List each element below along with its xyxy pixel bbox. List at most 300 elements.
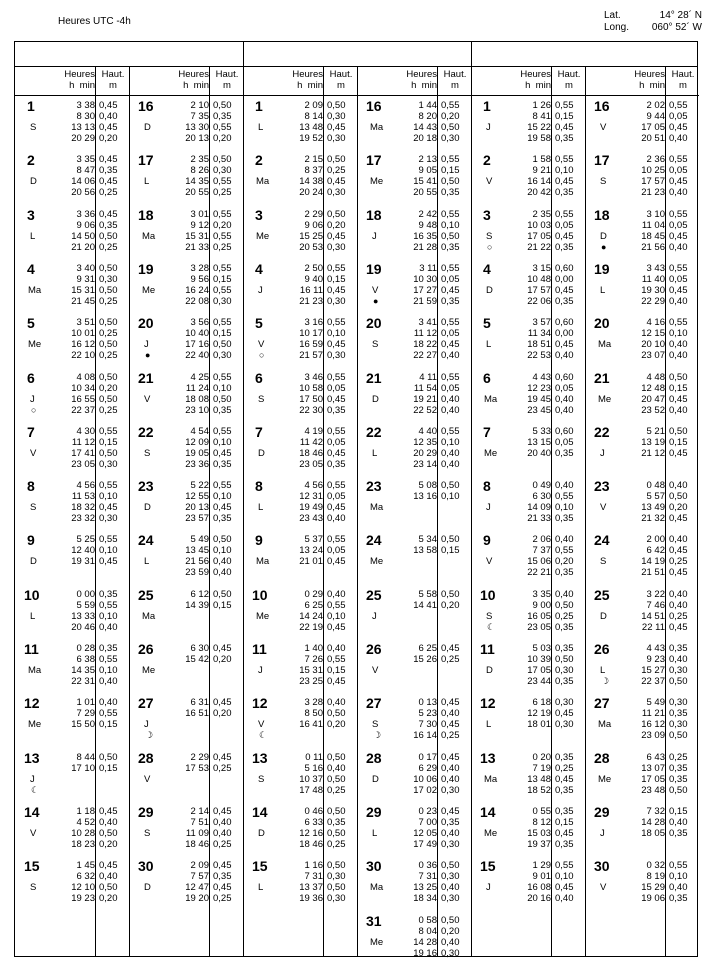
tide-height: 0,35 [555, 133, 574, 144]
tide-time: 3 10 [646, 208, 665, 220]
tide-height: 0,40 [327, 643, 346, 654]
tide-height: 0,40 [669, 599, 688, 611]
tide-time: 20 47 [641, 393, 665, 405]
tide-height: 0,10 [99, 545, 118, 557]
weekday: Me [28, 719, 42, 731]
tide-time: 23 32 [71, 513, 95, 525]
tide-height: 0,20 [327, 219, 346, 231]
tide-height: 0,25 [555, 762, 574, 774]
heures-label: Heures [292, 69, 323, 80]
tide-time: 20 55 [413, 187, 437, 199]
day-block [243, 313, 357, 367]
day-block [243, 422, 357, 476]
tide-height: 0,10 [327, 328, 346, 340]
tide-time: 14 39 [185, 599, 209, 611]
tide-time: 21 57 [299, 350, 323, 362]
tide-time: 4 19 [304, 425, 323, 437]
tide-time: 2 00 [646, 534, 665, 546]
tide-height: 0,40 [213, 567, 232, 579]
tide-time: 23 43 [299, 513, 323, 525]
tide-time: 22 53 [527, 350, 551, 362]
tide-height: 0,60 [555, 371, 574, 383]
tide-time: 13 49 [641, 502, 665, 514]
tide-time: 3 46 [304, 371, 323, 383]
tide-time: 21 23 [299, 295, 323, 307]
tide-time: 18 22 [413, 339, 437, 351]
day-number: 22 [594, 423, 610, 440]
tide-time: 3 28 [304, 697, 323, 709]
weekday: D [30, 176, 37, 188]
tide-time: 7 31 [304, 871, 323, 883]
tide-time: 10 28 [71, 827, 95, 839]
day-column [15, 67, 129, 957]
weekday: D [372, 773, 379, 785]
tide-time: 3 16 [304, 317, 323, 329]
tide-height: 0,45 [213, 860, 232, 872]
day-number: 27 [366, 695, 382, 712]
tide-height: 0,50 [99, 284, 118, 296]
heures-label: Heures [64, 69, 95, 80]
tide-time: 16 14 [527, 176, 551, 188]
tide-height: 0,45 [555, 339, 574, 351]
day-block [585, 639, 699, 693]
tide-height: 0,50 [327, 773, 346, 785]
day-number: 8 [483, 478, 491, 495]
weekday: Ma [598, 719, 612, 731]
tide-time: 0 49 [532, 480, 551, 492]
tide-table [14, 41, 698, 957]
tide-height: 0,55 [213, 371, 232, 383]
day-number: 30 [366, 858, 382, 875]
tide-time: 12 47 [185, 882, 209, 894]
weekday: L [144, 176, 150, 188]
weekday: S [30, 882, 37, 894]
tide-height: 0,40 [441, 773, 460, 785]
tide-time: 21 33 [185, 241, 209, 253]
day-number: 14 [480, 803, 496, 820]
tide-time: 8 12 [532, 816, 551, 828]
day-number: 23 [138, 478, 154, 495]
time-header [505, 69, 551, 91]
day-number: 20 [138, 315, 154, 332]
tide-height: 0,50 [99, 230, 118, 242]
tide-time: 14 24 [299, 610, 323, 622]
day-block [585, 693, 699, 747]
tide-height: 0,45 [441, 805, 460, 817]
tide-height: 0,40 [99, 621, 118, 633]
tide-time: 11 54 [413, 382, 437, 394]
tide-height: 0,55 [213, 176, 232, 188]
tide-time: 11 04 [641, 219, 665, 231]
tide-height: 0,10 [555, 871, 574, 883]
tide-time: 6 32 [76, 871, 95, 883]
tide-time: 16 11 [299, 284, 323, 296]
tide-height: 0,50 [327, 708, 346, 720]
tide-time: 15 29 [641, 882, 665, 894]
tide-height: 0,10 [99, 610, 118, 622]
day-block [129, 693, 243, 747]
day-number: 10 [24, 586, 40, 603]
tide-time: 3 43 [646, 262, 665, 274]
day-number: 12 [24, 695, 40, 712]
tide-height: 0,20 [327, 719, 346, 731]
tide-time: 9 23 [646, 654, 665, 665]
tide-time: 6 25 [304, 599, 323, 611]
tide-height: 0,25 [99, 328, 118, 340]
tide-time: 19 21 [413, 393, 437, 405]
heures-label: Heures [520, 69, 551, 80]
day-block [357, 150, 471, 204]
tide-time: 3 56 [190, 317, 209, 329]
tide-height: 0,40 [99, 816, 118, 828]
tide-height: 0,45 [327, 502, 346, 514]
tide-height: 0,15 [555, 111, 574, 122]
tide-height: 0,05 [327, 491, 346, 503]
day-block [471, 259, 585, 313]
tide-height: 0,50 [441, 914, 460, 926]
tide-time: 21 33 [527, 513, 551, 525]
tide-time: 20 29 [413, 447, 437, 459]
tide-height: 0,45 [327, 176, 346, 188]
tide-time: 19 05 [185, 447, 209, 459]
day-number: 5 [27, 315, 35, 332]
tide-height: 0,10 [441, 491, 460, 503]
tide-time: 7 00 [418, 816, 437, 828]
day-block [585, 585, 699, 639]
tide-height: 0,45 [213, 447, 232, 459]
tide-height: 0,45 [327, 676, 346, 687]
day-block [585, 205, 699, 259]
weekday: Ma [370, 122, 384, 133]
tide-time: 19 37 [527, 838, 551, 850]
lat-label: Lat. [604, 10, 621, 21]
day-number: 8 [27, 478, 35, 495]
tide-time: 4 43 [646, 643, 665, 654]
tide-height: 0,45 [669, 176, 688, 188]
tide-time: 4 25 [190, 371, 209, 383]
tide-height: 0,30 [327, 893, 346, 905]
tide-time: 20 53 [299, 241, 323, 253]
day-block [357, 422, 471, 476]
tide-time: 3 28 [190, 262, 209, 274]
tide-height: 0,50 [213, 588, 232, 600]
tide-height: 0,40 [669, 350, 688, 362]
tide-time: 3 57 [532, 317, 551, 329]
tide-height: 0,50 [669, 425, 688, 437]
tide-time: 0 20 [532, 751, 551, 763]
tide-time: 12 40 [71, 545, 95, 557]
weekday: J [600, 447, 605, 459]
weekday: J [600, 827, 605, 839]
tide-time: 15 25 [299, 230, 323, 242]
tide-time: 17 50 [299, 393, 323, 405]
day-number: 26 [138, 641, 154, 657]
tide-height: 0,45 [99, 122, 118, 133]
tide-height: 0,50 [99, 371, 118, 383]
tide-height: 0,20 [441, 925, 460, 937]
tide-time: 20 13 [185, 133, 209, 144]
weekday: V [258, 339, 265, 351]
tide-height: 0,25 [327, 838, 346, 850]
tide-height: 0,50 [441, 480, 460, 492]
tide-height: 0,35 [669, 708, 688, 720]
tide-height: 0,40 [669, 480, 688, 492]
moon-phase-icon: ☽ [601, 676, 610, 686]
day-block [357, 476, 471, 530]
tide-height: 0,35 [555, 643, 574, 654]
weekday: S [258, 773, 265, 785]
tide-time: 16 12 [641, 719, 665, 731]
tide-height: 0,15 [99, 436, 118, 448]
tide-height: 0,35 [669, 893, 688, 905]
h-min-label: h min [69, 80, 95, 91]
tide-height: 0,55 [99, 425, 118, 437]
tide-time: 17 53 [185, 762, 209, 774]
tide-height: 0,20 [213, 708, 232, 720]
tide-height: 0,45 [441, 643, 460, 654]
h-min-label: h min [183, 80, 209, 91]
weekday: L [600, 284, 606, 296]
tide-time: 13 45 [185, 545, 209, 557]
tide-time: 2 15 [304, 154, 323, 166]
day-block [585, 476, 699, 530]
tide-height: 0,40 [669, 133, 688, 144]
tide-height: 0,40 [441, 936, 460, 948]
day-number: 18 [594, 206, 610, 223]
weekday: S [372, 339, 379, 351]
tide-height: 0,25 [99, 187, 118, 199]
tide-height: 0,25 [441, 654, 460, 665]
tide-time: 13 15 [527, 436, 551, 448]
tide-time: 3 01 [190, 208, 209, 220]
weekday: D [372, 393, 379, 405]
day-number: 10 [252, 586, 268, 603]
height-header [212, 69, 242, 91]
tide-height: 0,55 [441, 425, 460, 437]
day-number: 19 [138, 260, 154, 277]
tide-time: 16 41 [299, 719, 323, 731]
m-label: m [337, 80, 345, 91]
tide-time: 18 34 [413, 893, 437, 905]
tide-time: 13 07 [641, 762, 665, 774]
tide-time: 20 24 [299, 187, 323, 199]
tide-height: 0,10 [555, 502, 574, 514]
tide-height: 0,50 [669, 676, 688, 687]
weekday: Ma [370, 502, 384, 514]
tide-time: 5 23 [418, 708, 437, 720]
tide-height: 0,55 [669, 100, 688, 111]
tide-time: 5 57 [646, 491, 665, 503]
day-block [471, 802, 585, 856]
tide-time: 21 59 [413, 295, 437, 307]
tide-height: 0,60 [555, 262, 574, 274]
tide-time: 3 11 [419, 262, 437, 274]
weekday: Me [370, 936, 384, 948]
weekday: S [600, 556, 607, 568]
weekday: Me [256, 230, 270, 242]
tide-height: 0,40 [441, 458, 460, 470]
weekday: Me [370, 176, 384, 188]
tide-time: 20 13 [185, 502, 209, 514]
tide-height: 0,55 [327, 599, 346, 611]
weekday: Me [484, 447, 498, 459]
tide-height: 0,05 [441, 328, 460, 340]
tide-time: 18 08 [185, 393, 209, 405]
tide-time: 16 35 [413, 230, 437, 242]
tide-height: 0,30 [99, 513, 118, 525]
tide-time: 11 12 [413, 328, 437, 340]
day-number: 2 [255, 152, 263, 169]
tide-height: 0,40 [669, 404, 688, 416]
tide-time: 9 56 [190, 273, 209, 285]
day-block [585, 96, 699, 150]
tide-height: 0,55 [99, 708, 118, 720]
tide-time: 3 22 [646, 588, 665, 600]
weekday: L [30, 230, 36, 242]
tide-time: 14 41 [413, 599, 437, 611]
tide-time: 17 02 [413, 784, 437, 796]
weekday: J [258, 665, 263, 676]
tide-height: 0,55 [555, 545, 574, 557]
day-number: 17 [594, 152, 610, 169]
tide-height: 0,40 [441, 827, 460, 839]
tide-time: 4 48 [646, 371, 665, 383]
tide-height: 0,35 [555, 567, 574, 579]
tide-time: 0 00 [76, 588, 95, 600]
tide-height: 0,45 [555, 284, 574, 296]
tide-time: 4 43 [532, 371, 551, 383]
weekday: L [486, 339, 492, 351]
day-number: 7 [27, 423, 35, 440]
tide-time: 19 30 [641, 284, 665, 296]
tide-height: 0,45 [327, 284, 346, 296]
tide-height: 0,50 [99, 317, 118, 329]
day-number: 27 [594, 695, 610, 712]
tide-time: 14 28 [413, 936, 437, 948]
day-number: 30 [138, 858, 154, 875]
day-number: 25 [138, 586, 154, 603]
time-header [49, 69, 95, 91]
time-header [277, 69, 323, 91]
day-number: 7 [255, 423, 263, 440]
day-block [471, 530, 585, 584]
day-block [585, 150, 699, 204]
day-block [357, 856, 471, 910]
tide-height: 0,45 [99, 208, 118, 220]
weekday: Ma [256, 556, 270, 568]
day-number: 11 [24, 641, 39, 657]
tide-time: 9 40 [304, 273, 323, 285]
tide-time: 7 19 [532, 762, 551, 774]
tide-time: 9 05 [418, 165, 437, 177]
tide-time: 10 48 [527, 273, 551, 285]
tide-height: 0,45 [99, 502, 118, 514]
tide-time: 21 22 [527, 241, 551, 253]
tide-height: 0,50 [99, 262, 118, 274]
weekday: D [600, 610, 607, 622]
tide-time: 0 23 [418, 805, 437, 817]
tide-time: 21 12 [641, 447, 665, 459]
tide-height: 0,05 [555, 219, 574, 231]
tide-height: 0,45 [669, 230, 688, 242]
tide-time: 1 29 [532, 860, 551, 872]
tide-height: 0,40 [669, 654, 688, 665]
tide-time: 3 41 [418, 317, 437, 329]
tide-height: 0,30 [441, 838, 460, 850]
tide-height: 0,45 [99, 860, 118, 872]
tide-height: 0,55 [555, 208, 574, 220]
tide-time: 10 06 [413, 773, 437, 785]
long-value: 060° 52´ W [651, 22, 702, 33]
tide-height: 0,35 [99, 643, 118, 654]
heures-label: Heures [178, 69, 209, 80]
tide-time: 9 06 [76, 219, 95, 231]
moon-phase-icon: ☾ [31, 784, 40, 795]
day-number: 4 [483, 260, 491, 277]
tide-time: 19 45 [527, 393, 551, 405]
haut-label: Haut. [329, 69, 353, 80]
tide-height: 0,35 [441, 187, 460, 199]
tide-height: 0,50 [99, 339, 118, 351]
tide-height: 0,45 [327, 230, 346, 242]
tide-time: 15 03 [527, 827, 551, 839]
day-block [585, 856, 699, 910]
weekday: V [144, 773, 151, 785]
tide-height: 0,40 [555, 480, 574, 492]
weekday: L [372, 447, 378, 459]
day-block [471, 639, 585, 693]
tide-time: 8 47 [76, 165, 95, 177]
day-number: 26 [594, 641, 610, 657]
tide-height: 0,20 [669, 502, 688, 514]
tide-height: 0,40 [327, 513, 346, 525]
day-number: 15 [480, 858, 496, 875]
tide-height: 0,45 [327, 339, 346, 351]
tide-time: 9 44 [646, 111, 665, 122]
tide-time: 5 03 [532, 643, 551, 654]
day-block [15, 368, 129, 422]
day-number: 28 [138, 749, 154, 766]
tide-time: 19 36 [299, 893, 323, 905]
tide-height: 0,35 [555, 447, 574, 459]
weekday: Ma [142, 610, 156, 622]
tide-time: 16 51 [185, 708, 209, 720]
haut-label: Haut. [557, 69, 581, 80]
day-number: 24 [594, 532, 610, 549]
day-block [357, 313, 471, 367]
tide-height: 0,35 [327, 404, 346, 416]
tide-time: 11 09 [185, 827, 209, 839]
tide-height: 0,35 [213, 513, 232, 525]
h-min-label: h min [411, 80, 437, 91]
tide-time: 4 54 [190, 425, 209, 437]
tide-time: 5 22 [190, 480, 209, 492]
tide-height: 0,30 [669, 719, 688, 731]
tide-time: 17 10 [71, 762, 95, 774]
tide-time: 10 30 [413, 273, 437, 285]
day-block [15, 422, 129, 476]
tide-time: 7 46 [646, 599, 665, 611]
day-block [243, 205, 357, 259]
tide-time: 6 38 [76, 654, 95, 665]
tide-height: 0,60 [555, 425, 574, 437]
tide-time: 21 56 [641, 241, 665, 253]
tide-height: 0,55 [99, 599, 118, 611]
tide-time: 7 30 [418, 719, 437, 731]
tide-height: 0,45 [669, 545, 688, 557]
tide-time: 7 51 [190, 816, 209, 828]
tide-height: 0,40 [441, 447, 460, 459]
